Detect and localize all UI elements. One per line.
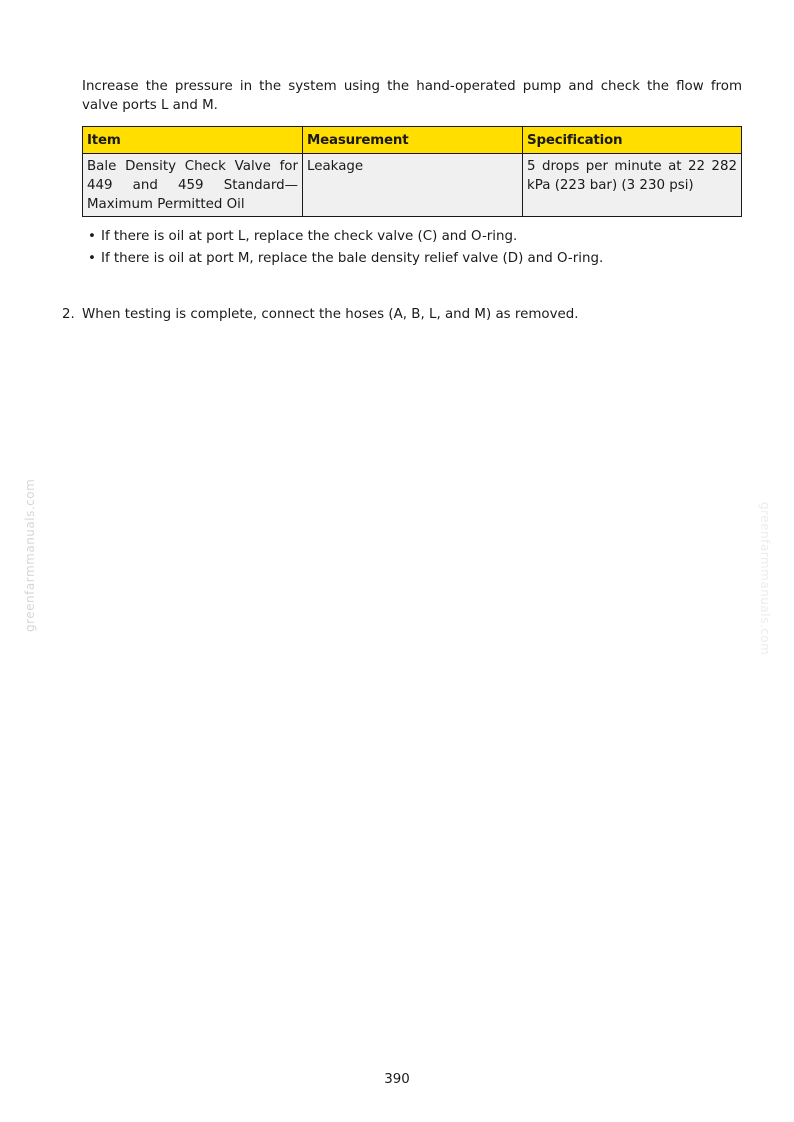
- step-number: 2.: [62, 307, 75, 322]
- bullet-list: [88, 226, 603, 270]
- intro-paragraph: Increase the pressure in the system using the hand-operated pump and check the flow from valve ports L and M.: [82, 79, 742, 113]
- cell-specification: 5 drops per minute at 22 282 kPa (223 bar) (3 230 psi): [523, 154, 742, 217]
- watermark-left: greenfarmmanuals.com: [23, 478, 37, 632]
- header-measurement: Measurement: [303, 127, 523, 154]
- header-item: Item: [83, 127, 303, 154]
- cell-measurement: Leakage: [303, 154, 523, 217]
- page-number: 390: [384, 1072, 410, 1087]
- specification-table: [82, 126, 742, 217]
- list-item: [88, 248, 603, 270]
- step-text: When testing is complete, connect the hoses (A, B, L, and M) as removed.: [82, 307, 579, 322]
- bullet-icon: •: [88, 251, 96, 266]
- bullet-text: If there is oil at port L, replace the check valve (C) and O-ring.: [101, 229, 518, 244]
- table-row: [83, 154, 742, 217]
- table-header-row: [83, 127, 742, 154]
- list-item: [88, 226, 603, 248]
- bullet-icon: •: [88, 229, 96, 244]
- procedure-step: [62, 305, 579, 324]
- cell-item: Bale Density Check Valve for 449 and 459 Standard—Maximum Permitted Oil: [83, 154, 303, 217]
- bullet-text: If there is oil at port M, replace the bale density relief valve (D) and O-ring.: [101, 251, 604, 266]
- header-specification: Specification: [523, 127, 742, 154]
- watermark-right: greenfarmmanuals.com: [758, 502, 772, 656]
